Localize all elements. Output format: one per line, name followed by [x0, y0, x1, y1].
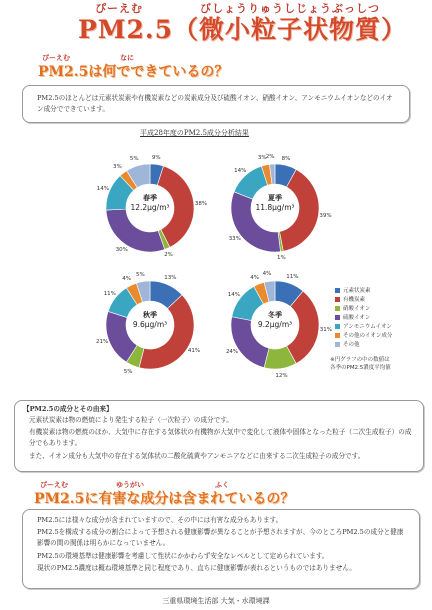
legend-item	[335, 304, 370, 312]
legend-label: 有機炭素	[343, 297, 366, 303]
pie-percent-label: 5%	[136, 271, 145, 278]
concentration-label: 9.2μg/m³	[257, 320, 293, 329]
pie-percent-label: 5%	[129, 155, 139, 162]
pie-center-summer	[245, 193, 305, 212]
legend-item	[335, 295, 365, 303]
pie-percent-label: 13%	[164, 275, 177, 282]
pie-percent-label: 11%	[286, 274, 299, 280]
season-label: 夏季	[268, 194, 282, 202]
section3-line-4: 現状のPM2.5濃度は概ね環境基準と同じ程度であり、直ちに健康影響が表れるというものではありません。	[37, 564, 356, 572]
pie-center-spring	[120, 193, 180, 212]
pie-percent-label: 41%	[187, 347, 201, 354]
legend-swatch	[335, 297, 340, 302]
season-label: 春季	[143, 194, 157, 202]
section2-line-3: また、イオン成分も大気中の存在する気体状の二酸化硫黄やアンモニアなどに由来する二次生成粒子の成分です。	[29, 452, 365, 460]
pie-center-autumn	[120, 310, 180, 329]
section2-box	[14, 400, 424, 472]
chart-title: 平成28年度のPM2.5成分分析結果	[140, 129, 249, 137]
pie-percent-label: 4%	[122, 275, 132, 282]
pie-percent-label: 14%	[234, 167, 247, 174]
pie-percent-label: 14%	[227, 292, 240, 299]
season-label: 冬季	[268, 311, 282, 319]
pie-percent-label: 1%	[276, 255, 286, 262]
section2-line-2: 有機炭素は物の燃焼のほか、大気中に存在する気体状の有機物が大気中で変化して液体や固体となった粒子（二次生成粒子）の成分でもあります。	[29, 428, 412, 447]
pie-slice-3	[106, 209, 165, 252]
section3-ruby-pm: ぴーえむ	[40, 480, 68, 489]
concentration-label: 11.8μg/m³	[255, 203, 295, 212]
section3-ruby-fuku: ふく	[215, 480, 229, 489]
legend-label: 硝酸イオン	[343, 306, 371, 312]
pie-percent-label: 4%	[250, 274, 259, 281]
legend-swatch	[335, 306, 340, 311]
concentration-label: 12.2μg/m³	[130, 203, 170, 212]
legend-label: その他	[343, 342, 360, 348]
pie-percent-label: 4%	[262, 271, 272, 278]
section3-line-3: PM2.5の環境基準は健康影響を考慮して性状にかかわらず安全なレベルとして定められています。	[37, 552, 329, 560]
legend-item	[335, 313, 370, 321]
section3-line-2: PM2.5を構成する成分の割合によって予想される健康影響が異なることが予想されますが、今のところPM2.5の成分と健康影響の間の関係は明らかになっていません。	[37, 528, 404, 547]
pie-percent-label: 38%	[194, 201, 208, 208]
section1-ruby-pm: ぴーえむ	[42, 53, 70, 62]
pie-percent-label: 3%	[257, 155, 267, 162]
legend-swatch	[335, 288, 340, 293]
legend-item	[335, 286, 371, 294]
legend-swatch	[335, 324, 340, 329]
pie-percent-label: 31%	[319, 326, 332, 333]
pie-percent-label: 24%	[225, 349, 239, 356]
pie-percent-label: 21%	[96, 339, 109, 346]
pie-percent-label: 2%	[164, 251, 173, 258]
legend-label: その他のイオン成分	[343, 333, 393, 339]
legend-swatch	[335, 333, 340, 338]
season-label: 秋季	[143, 311, 157, 319]
pie-percent-label: 8%	[281, 155, 291, 162]
section3-ruby-yuugai: ゆうがい	[116, 480, 144, 489]
title-ruby-pm: ぴーえむ	[95, 2, 143, 15]
legend-label: 元素状炭素	[343, 288, 371, 294]
legend-swatch	[335, 342, 340, 347]
section2-line-1: 元素状炭素は物の燃焼により発生する粒子（一次粒子）の成分です。	[29, 416, 233, 424]
section3-heading: PM2.5に有害な成分は含まれているの？	[34, 491, 295, 507]
pie-percent-label: 33%	[228, 236, 241, 243]
pie-percent-label: 14%	[96, 185, 110, 192]
title-ruby-kanji: びしょうりゅうしじょうぶっしつ	[200, 2, 380, 15]
pie-percent-label: 30%	[115, 247, 128, 254]
footer-credit: 三重県環境生活部 大気・水環境課	[162, 597, 270, 605]
legend-item	[335, 331, 392, 339]
pie-percent-label: 12%	[275, 372, 288, 379]
section1-box	[22, 85, 410, 123]
section2-heading: 【PM2.5の成分とその由来】	[23, 405, 113, 413]
pie-percent-label: 39%	[319, 212, 332, 219]
section3-box	[22, 509, 420, 589]
pie-percent-label: 5%	[123, 368, 133, 375]
legend-item	[335, 322, 392, 330]
legend-swatch	[335, 315, 340, 320]
legend-label: アンモニウムイオン	[343, 324, 392, 330]
pie-charts	[85, 138, 393, 379]
pie-percent-label: 11%	[103, 290, 116, 297]
chart-note: ※円グラフの中の数値は各季のPM2.5濃度平均値	[330, 357, 391, 371]
concentration-label: 9.6μg/m³	[132, 320, 168, 329]
section1-ruby-nani: なに	[120, 53, 134, 62]
page-title: PM2.5（微小粒子状物質）	[78, 15, 407, 44]
pie-center-winter	[245, 310, 305, 329]
pie-percent-label: 3%	[113, 164, 122, 171]
legend-label: 硫酸イオン	[343, 315, 371, 321]
section1-heading: PM2.5は何でできているの？	[38, 64, 229, 80]
pie-percent-label: 2%	[265, 154, 275, 161]
section3-line-1: PM2.5には様々な成分が含まれていますので、その中には有害な成分もあります。	[37, 516, 283, 524]
legend-item	[335, 340, 360, 348]
pie-percent-label: 9%	[151, 154, 161, 161]
section1-body: PM2.5のほとんどは元素状炭素や有機炭素などの炭素成分及び硫酸イオン、硝酸イオン、アンモニウムイオンなどのイオン成分でできています。	[37, 94, 393, 113]
